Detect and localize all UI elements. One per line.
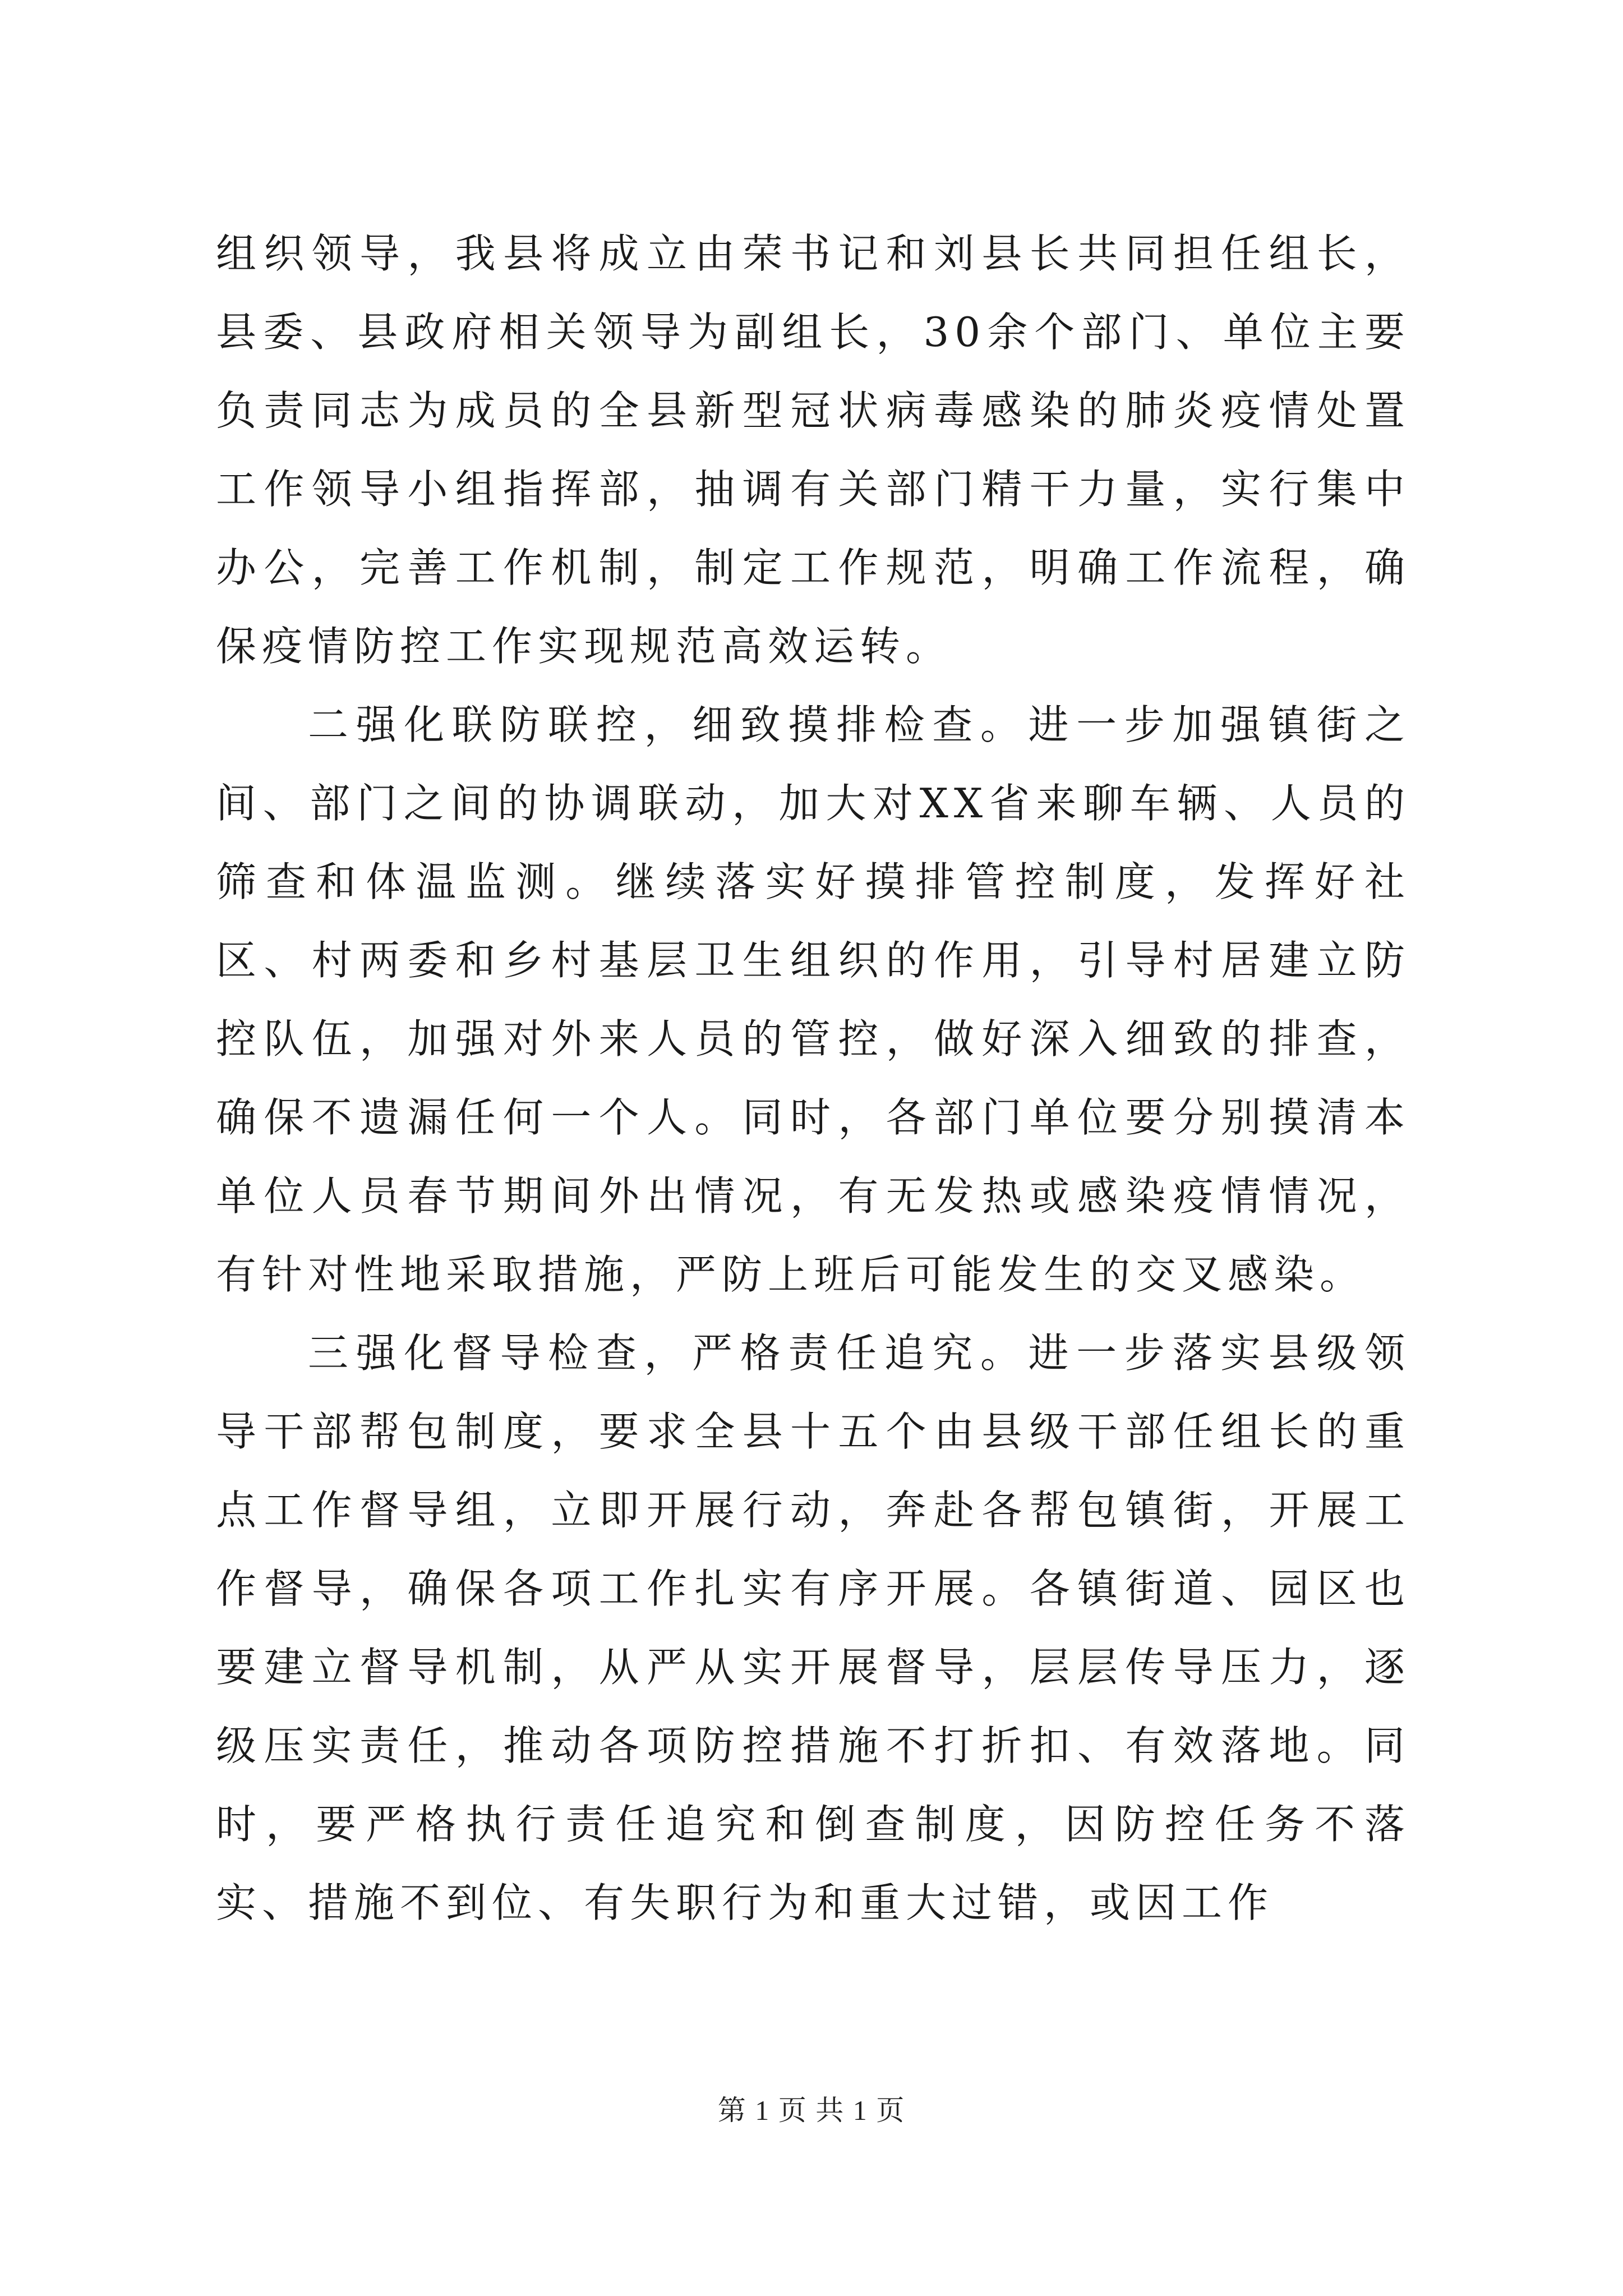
paragraph-3: 三强化督导检查，严格责任追究。进一步落实县级领导干部帮包制度，要求全县十五个由县级干部任组长的重点工作督导组，立即开展行动，奔赴各帮包镇街，开展工作督导，确保各项工作扎实有序开展。各镇街道、园区也要建立督导机制，从严从实开展督导，层层传导压力，逐级压实责任，推动各项防控措施不打折扣、有效落地。同时，要严格执行责任追究和倒查制度，因防控任务不落实、措施不到位、有失职行为和重大过错，或因工作 bbox=[216, 1329, 1410, 1926]
document-body bbox=[216, 214, 1410, 1942]
page-footer: 第 1 页 共 1 页 bbox=[717, 2095, 906, 2126]
paragraph-2: 二强化联防联控，细致摸排检查。进一步加强镇街之间、部门之间的协调联动，加大对XX省来聊车辆、人员的筛查和体温监测。继续落实好摸排管控制度，发挥好社区、村两委和乡村基层卫生组织的作用，引导村居建立防控队伍，加强对外来人员的管控，做好深入细致的排查，确保不遗漏任何一个人。同时，各部门单位要分别摸清本单位人员春节期间外出情况，有无发热或感染疫情情况，有针对性地采取措施，严防上班后可能发生的交叉感染。 bbox=[216, 701, 1410, 1298]
paragraph-1: 组织领导，我县将成立由荣书记和刘县长共同担任组长，县委、县政府相关领导为副组长，30余个部门、单位主要负责同志为成员的全县新型冠状病毒感染的肺炎疫情处置工作领导小组指挥部，抽调有关部门精干力量，实行集中办公，完善工作机制，制定工作规范，明确工作流程，确保疫情防控工作实现规范高效运转。 bbox=[216, 230, 1410, 670]
